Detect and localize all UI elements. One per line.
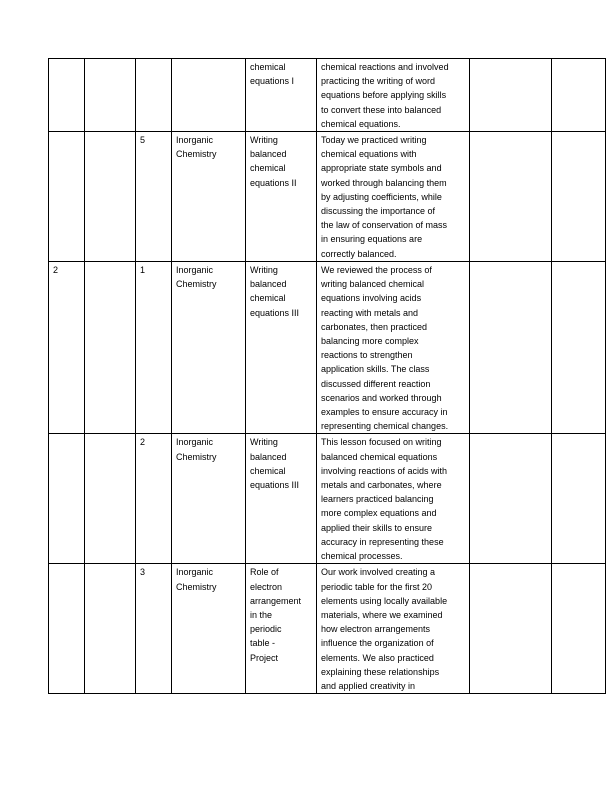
lesson-cell: 2 [136,434,172,564]
table-row [49,434,606,564]
reflection-cell: Today we practiced writing chemical equations with appropriate state symbols and worked through balancing them by adjusting coefficients, while discussing the importance of the law of conservation of mass in ensuring equations are correctly balanced. [317,132,470,262]
lesson-cell: 5 [136,132,172,262]
strand-cell: Inorganic Chemistry [172,434,246,564]
lesson-cell: 1 [136,262,172,434]
strand-cell: Inorganic Chemistry [172,564,246,694]
table-row [49,132,606,262]
strand-cell [172,59,246,132]
sub-strand-cell: Writing balanced chemical equations III [246,262,317,434]
blank-cell [470,59,552,132]
reflection-cell: chemical reactions and involved practicing the writing of word equations before applying skills to convert these into balanced chemical equations. [317,59,470,132]
blank-cell [470,132,552,262]
sub-strand-cell: Writing balanced chemical equations III [246,434,317,564]
table-row [49,59,606,132]
blank-cell [552,564,606,694]
blank-cell [85,434,136,564]
reflection-cell: This lesson focused on writing balanced chemical equations involving reactions of acids with metals and carbonates, where learners practiced balancing more complex equations and applied their skills to ensure accuracy in representing these chemical processes. [317,434,470,564]
lesson-log-table [48,58,606,694]
sub-strand-cell: chemical equations I [246,59,317,132]
strand-cell: Inorganic Chemistry [172,262,246,434]
week-cell [49,564,85,694]
lesson-cell [136,59,172,132]
blank-cell [85,564,136,694]
blank-cell [85,262,136,434]
reflection-cell: We reviewed the process of writing balanced chemical equations involving acids reacting with metals and carbonates, then practiced balancing more complex reactions to strengthen application skills. The class discussed different reaction scenarios and worked through examples to ensure accuracy in representing chemical changes. [317,262,470,434]
blank-cell [85,132,136,262]
blank-cell [470,262,552,434]
blank-cell [470,564,552,694]
week-cell: 2 [49,262,85,434]
sub-strand-cell: Writing balanced chemical equations II [246,132,317,262]
blank-cell [552,132,606,262]
reflection-cell: Our work involved creating a periodic table for the first 20 elements using locally available materials, where we examined how electron arrangements influence the organization of elements. We also practiced explaining these relationships and applied creativity in [317,564,470,694]
blank-cell [552,262,606,434]
lesson-cell: 3 [136,564,172,694]
table-row [49,564,606,694]
blank-cell [470,434,552,564]
table-row [49,262,606,434]
blank-cell [552,434,606,564]
week-cell [49,132,85,262]
strand-cell: Inorganic Chemistry [172,132,246,262]
sub-strand-cell: Role of electron arrangement in the periodic table - Project [246,564,317,694]
blank-cell [85,59,136,132]
week-cell [49,434,85,564]
blank-cell [552,59,606,132]
week-cell [49,59,85,132]
